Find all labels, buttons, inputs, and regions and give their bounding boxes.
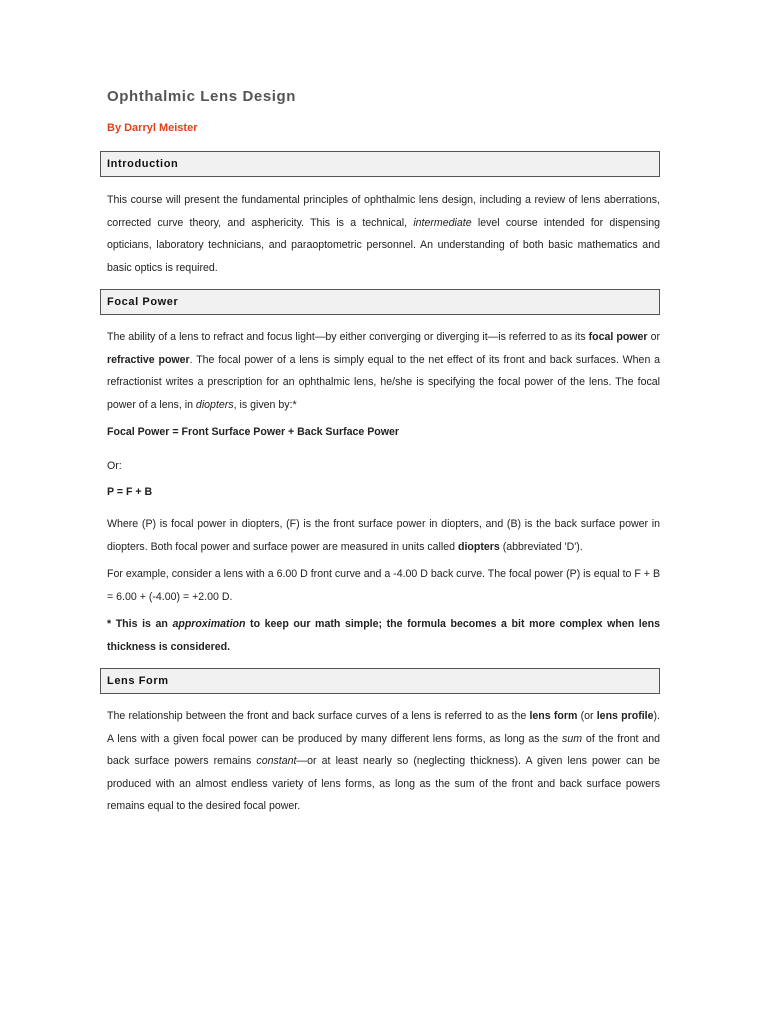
note-text (107, 618, 660, 653)
or-text: Or: (107, 460, 122, 472)
text-run: (or (577, 710, 597, 722)
text-run: (abbreviated 'D'). (499, 540, 583, 553)
text-run: * This is an (107, 618, 173, 630)
focal-power-paragraph (107, 326, 660, 416)
bold-term: focal power (588, 331, 648, 343)
diopters-paragraph (107, 513, 660, 558)
text-run: or (647, 331, 660, 343)
text-run: level course intended for dispensing opticians, laboratory technicians, and paraoptometric personnel. An understanding of both basic mathematics and basic optics is required. (107, 216, 660, 274)
approximation-note (107, 613, 660, 658)
introduction-paragraph (107, 189, 660, 279)
formula-text: P = F + B (107, 486, 153, 498)
document-title: Ophthalmic Lens Design (107, 88, 297, 105)
lens-form-paragraph (107, 705, 660, 818)
text-run: , is given by:* (233, 398, 297, 411)
italic-term: intermediate (413, 216, 472, 229)
focal-power-formula (107, 421, 660, 444)
text-run: The relationship between the front and back surface curves of a lens is referred to as the (107, 710, 530, 722)
section-header-lens-form: Lens Form (100, 668, 660, 694)
text-run: This course will present the fundamental principles of ophthalmic lens design, including a review of lens aberrations, corrected curve theory, and asphericity. This is a technical, (107, 194, 660, 229)
section-header-focal-power: Focal Power (100, 289, 660, 315)
section-header-introduction: Introduction (100, 151, 660, 177)
text-run: ). A lens with a given focal power can be produced by many different lens forms, as long as the (107, 710, 660, 745)
italic-term: approximation (172, 618, 246, 630)
italic-term: diopters (195, 398, 234, 411)
bold-term: diopters (457, 540, 500, 553)
text-run: . The focal power of a lens is simply equal to the net effect of its front and back surfaces. When a refractionist writes a prescription for an ophthalmic lens, he/she is specifying the focal power of the lens. The focal power of a lens, in (107, 353, 661, 411)
author-byline: By Darryl Meister (107, 122, 198, 134)
bold-term: lens profile (596, 710, 654, 722)
italic-term: sum (562, 732, 583, 745)
bold-term: refractive power (107, 353, 190, 366)
short-formula (107, 481, 660, 504)
text-run: Where (P) is focal power in diopters, (F) is the front surface power in diopters, and (B) is the back surface power in diopters. Both focal power and surface power are measured in units called (107, 518, 660, 553)
italic-term: constant (256, 755, 297, 768)
text-run: —or at least nearly so (neglecting thickness). A given lens power can be produced with an almost endless variety of lens forms, as long as the sum of the front and back surface powers remains equal to the desired focal power. (107, 755, 660, 813)
text-run: of the front and back surface powers remains (107, 732, 660, 768)
text-run: The ability of a lens to refract and focus light—by either converging or diverging it—is referred to as its (107, 331, 589, 343)
example-paragraph: For example, consider a lens with a 6.00 D front curve and a -4.00 D back curve. The focal power (P) is equal to F + B = 6.00 + (-4.00) = +2.00 D. (107, 568, 661, 603)
bold-term: lens form (529, 710, 578, 722)
text-run: to keep our math simple; the formula becomes a bit more complex when lens thickness is considered. (107, 618, 660, 653)
formula-text: Focal Power = Front Surface Power + Back Surface Power (107, 426, 400, 438)
